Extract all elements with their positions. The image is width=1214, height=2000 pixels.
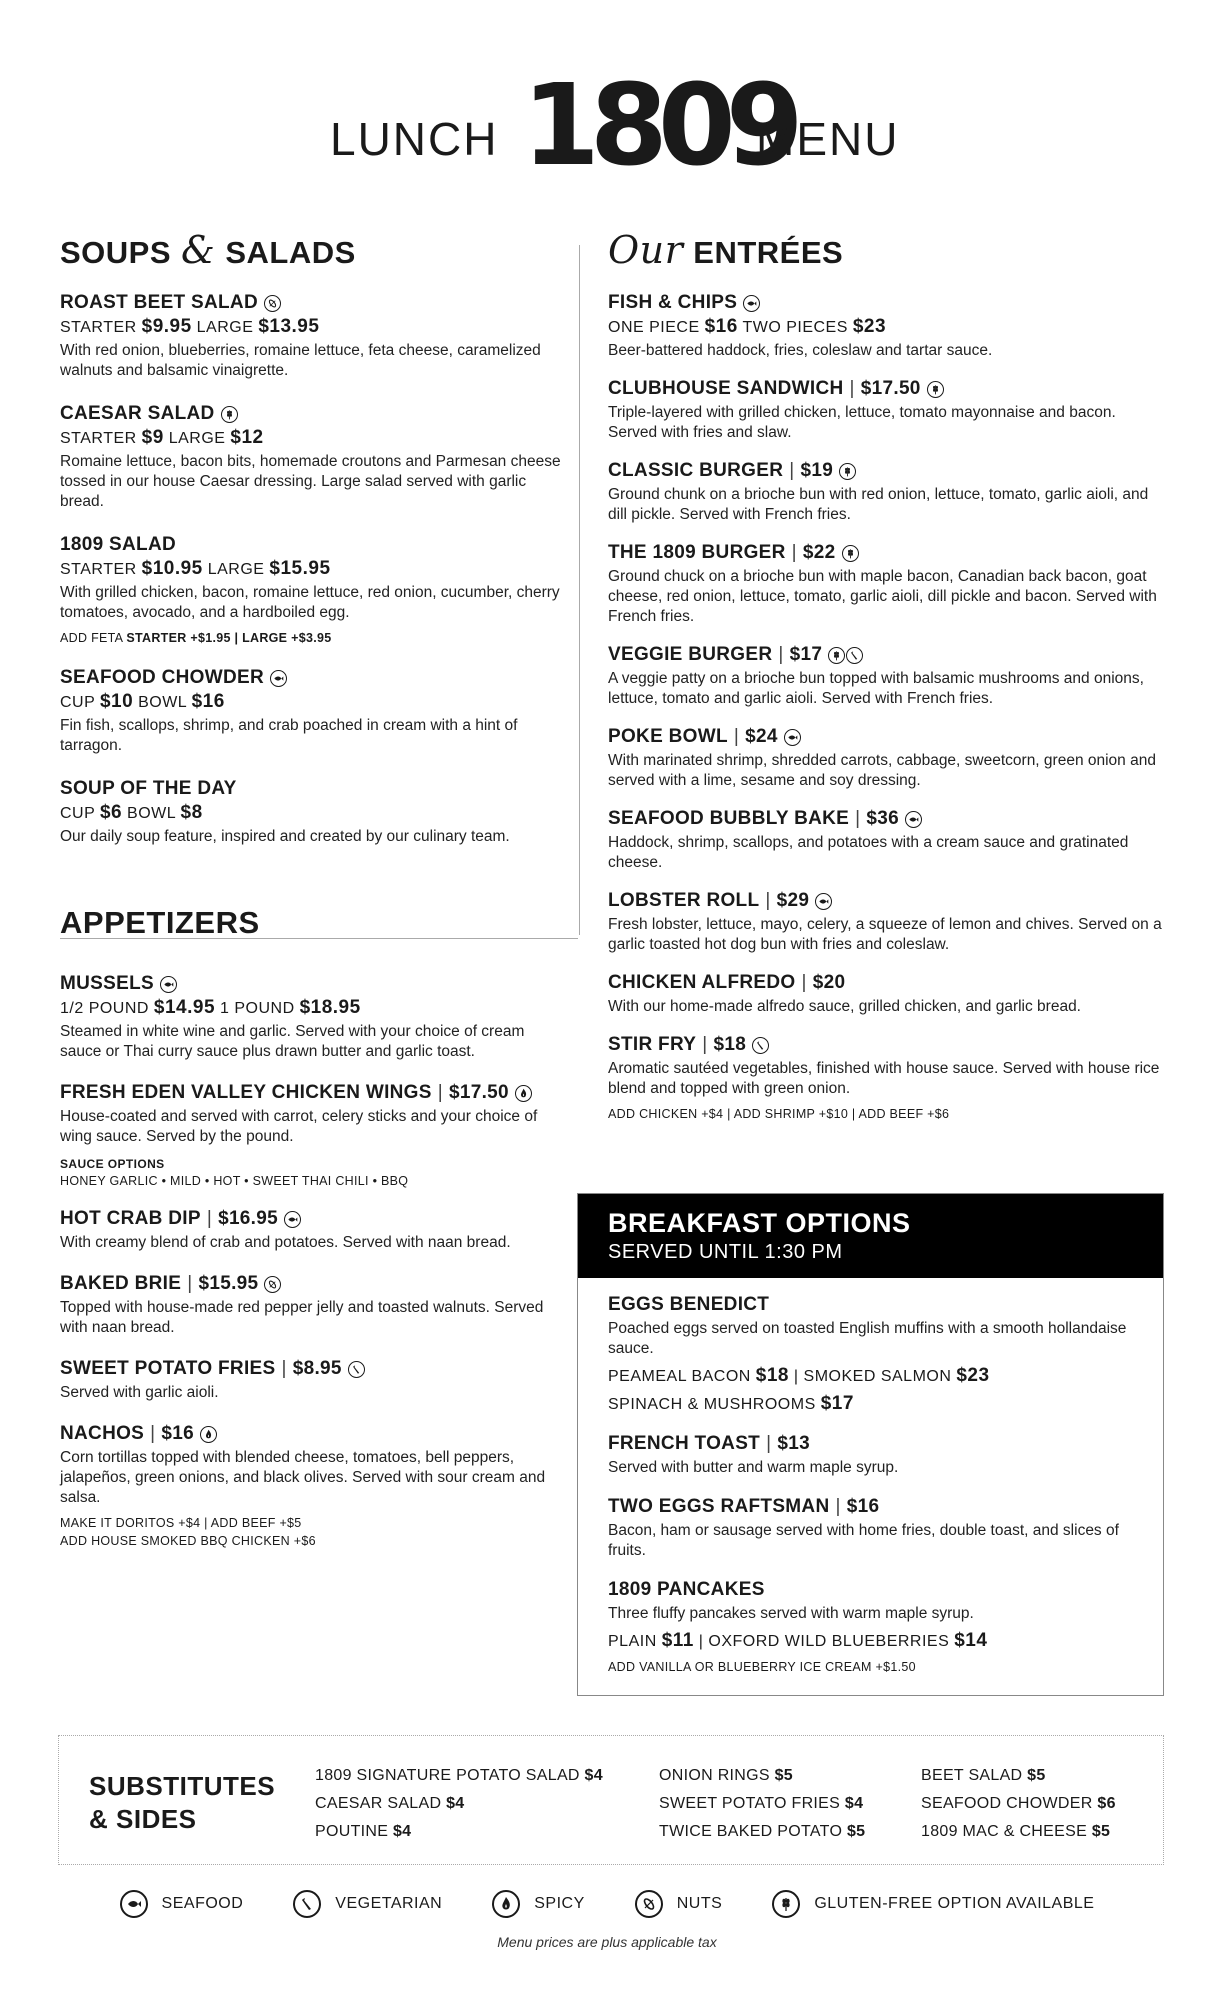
gluten-free-icon	[221, 406, 238, 423]
item-price-line	[60, 997, 570, 1019]
menu-item	[608, 1294, 1133, 1415]
item-description: With red onion, blueberries, romaine lettuce, feta cheese, caramelized walnuts and balsamic vinaigrette.	[60, 342, 541, 379]
menu-item	[60, 1423, 570, 1548]
item-description: Our daily soup feature, inspired and created by our culinary team.	[60, 828, 510, 845]
legend-item	[293, 1890, 442, 1918]
soups-title-word: SOUPS	[60, 235, 172, 270]
item-name	[60, 403, 570, 425]
price-value: $11	[661, 1630, 694, 1651]
item-price-line	[60, 558, 570, 580]
item-description: Three fluffy pancakes served with warm maple syrup.	[608, 1605, 974, 1622]
item-price: $20	[812, 972, 846, 993]
side-price: $4	[446, 1795, 465, 1812]
menu-item	[60, 1358, 570, 1403]
sauce-options: HONEY GARLIC • MILD • HOT • SWEET THAI CHILI • BBQ	[60, 1174, 409, 1188]
item-description: Ground chunk on a brioche bun with red onion, lettuce, tomato, garlic aioli, and dill pickle. Served with French fries.	[608, 486, 1149, 523]
price-separator: |	[801, 972, 807, 993]
legend-item	[772, 1890, 1094, 1918]
price-label: TWO PIECES	[737, 319, 853, 336]
item-description: Bacon, ham or sausage served with home fries, double toast, and slices of fruits.	[608, 1522, 1119, 1559]
side-name: 1809 SIGNATURE POTATO SALAD	[315, 1767, 585, 1784]
menu-item	[608, 542, 1168, 627]
legend-label: SEAFOOD	[161, 1895, 244, 1912]
price-value: $12	[230, 427, 264, 448]
side-name: CAESAR SALAD	[315, 1795, 447, 1812]
price-value: $14.95	[153, 997, 216, 1018]
menu-item	[608, 644, 1168, 709]
price-value: $9	[141, 427, 164, 448]
side-item	[921, 1762, 1116, 1790]
menu-item	[608, 1579, 1133, 1674]
item-name	[60, 778, 570, 800]
side-item	[921, 1818, 1116, 1846]
item-description: Served with butter and warm maple syrup.	[608, 1459, 899, 1476]
item-description: Beer-battered haddock, fries, coleslaw and tartar sauce.	[608, 342, 993, 359]
side-name: SWEET POTATO FRIES	[659, 1795, 845, 1812]
menu-item	[60, 973, 570, 1062]
entrees-title	[608, 228, 1168, 274]
item-title: EGGS BENEDICT	[608, 1294, 770, 1315]
item-description: Haddock, shrimp, scallops, and potatoes with a cream sauce and gratinated cheese.	[608, 834, 1129, 871]
gluten-free-icon	[839, 463, 856, 480]
menu-item	[60, 403, 570, 512]
salads-title-word: SALADS	[225, 235, 356, 270]
menu-item	[608, 1433, 1133, 1478]
gluten-free-icon	[927, 381, 944, 398]
vegetarian-icon	[293, 1890, 321, 1918]
side-item	[659, 1762, 865, 1790]
item-title: FRESH EDEN VALLEY CHICKEN WINGS	[60, 1082, 432, 1103]
side-item	[315, 1762, 603, 1790]
menu-item	[608, 292, 1168, 361]
item-name	[60, 973, 570, 995]
price-label: SPINACH & MUSHROOMS	[608, 1396, 821, 1413]
menu-item	[60, 1082, 570, 1188]
price-label: LARGE	[202, 561, 270, 578]
menu-item	[60, 778, 570, 847]
spicy-icon	[515, 1085, 532, 1102]
item-title: SEAFOOD BUBBLY BAKE	[608, 808, 850, 829]
spicy-icon	[492, 1890, 520, 1918]
gluten-free-icon	[842, 545, 859, 562]
gluten-free-icon	[828, 647, 845, 664]
menu-item	[608, 808, 1168, 873]
price-label: LARGE	[191, 319, 259, 336]
price-label: 1 POUND	[215, 1000, 300, 1017]
item-title: ROAST BEET SALAD	[60, 292, 258, 313]
item-name	[60, 1082, 570, 1104]
item-price: $15.95	[198, 1273, 259, 1294]
nuts-icon	[635, 1890, 663, 1918]
item-description: With grilled chicken, bacon, romaine lettuce, red onion, cucumber, cherry tomatoes, avocado, and a hardboiled egg.	[60, 584, 560, 621]
item-name	[608, 1034, 1168, 1056]
seafood-icon	[815, 893, 832, 910]
item-description: Topped with house-made red pepper jelly and toasted walnuts. Served with naan bread.	[60, 1299, 544, 1336]
seafood-icon	[743, 295, 760, 312]
item-price-line	[60, 316, 570, 338]
item-price: $22	[802, 542, 836, 563]
price-value: $14	[954, 1630, 988, 1651]
item-title: NACHOS	[60, 1423, 145, 1444]
item-price: $16.95	[218, 1208, 278, 1229]
column-divider	[579, 245, 580, 935]
item-title: BAKED BRIE	[60, 1273, 182, 1294]
seafood-icon	[905, 811, 922, 828]
menu-header	[0, 61, 1214, 191]
price-separator: |	[733, 726, 740, 747]
item-price: $16	[161, 1423, 194, 1444]
seafood-icon	[284, 1211, 301, 1228]
item-name	[608, 808, 1168, 830]
right-column	[608, 228, 1168, 1121]
legend-label: NUTS	[676, 1895, 723, 1912]
price-label: PEAMEAL BACON	[608, 1368, 756, 1385]
price-value: $6	[99, 802, 123, 823]
price-label: | SMOKED SALMON	[788, 1368, 957, 1385]
menu-item	[608, 972, 1168, 1017]
vegetarian-icon	[752, 1037, 769, 1054]
price-label: | OXFORD WILD BLUEBERRIES	[693, 1633, 955, 1650]
menu-item	[608, 378, 1168, 443]
item-title: CAESAR SALAD	[60, 403, 215, 424]
item-name	[608, 1579, 1133, 1601]
vegetarian-icon	[348, 1361, 365, 1378]
item-title: FRENCH TOAST	[608, 1433, 761, 1454]
side-price: $4	[392, 1823, 412, 1840]
price-separator: |	[766, 1433, 772, 1454]
menu-item	[60, 667, 570, 756]
item-description: Triple-layered with grilled chicken, lettuce, tomato mayonnaise and bacon. Served with fries and slaw.	[608, 404, 1116, 441]
item-description: Served with garlic aioli.	[60, 1384, 219, 1401]
menu-item	[608, 726, 1168, 791]
item-title: STIR FRY	[608, 1034, 697, 1055]
menu-item	[608, 890, 1168, 955]
gluten-free-icon	[772, 1890, 800, 1918]
addon-text: STARTER +$1.95 | LARGE +$3.95	[126, 631, 332, 645]
sides-column-1	[315, 1762, 603, 1846]
breakfast-subtitle: SERVED UNTIL 1:30 PM	[608, 1241, 843, 1263]
item-addon-note: ADD VANILLA OR BLUEBERRY ICE CREAM +$1.50	[608, 1660, 916, 1674]
item-name	[60, 1423, 570, 1445]
item-name	[608, 890, 1168, 912]
entrees-list	[608, 292, 1168, 1121]
item-description: With our home-made alfredo sauce, grilled chicken, and garlic bread.	[608, 998, 1081, 1015]
spicy-icon	[200, 1426, 217, 1443]
item-name	[608, 460, 1168, 482]
price-value: $23	[852, 316, 887, 337]
side-price: $6	[1097, 1795, 1116, 1812]
item-title: MUSSELS	[60, 973, 154, 994]
legend-item	[120, 1890, 244, 1918]
price-label: ONE PIECE	[608, 319, 705, 336]
item-description: Fin fish, scallops, shrimp, and crab poached in cream with a hint of tarragon.	[60, 717, 518, 754]
item-name	[608, 726, 1168, 748]
our-script: Our	[608, 228, 684, 272]
price-label: STARTER	[60, 561, 142, 578]
nuts-icon	[264, 295, 281, 312]
side-name: 1809 MAC & CHEESE	[921, 1823, 1092, 1840]
item-option-line	[608, 1365, 1133, 1387]
header-word-right: MENU	[756, 113, 900, 165]
price-separator: |	[789, 460, 795, 481]
icon-legend	[0, 1890, 1214, 1918]
price-label: STARTER	[60, 430, 142, 447]
breakfast-title: BREAKFAST OPTIONS	[608, 1208, 911, 1238]
price-separator: |	[791, 542, 797, 563]
price-separator: |	[206, 1208, 213, 1229]
price-separator: |	[437, 1082, 443, 1103]
seafood-icon	[160, 976, 177, 993]
breakfast-list	[578, 1278, 1163, 1674]
item-title: POKE BOWL	[608, 726, 728, 747]
item-price-line	[608, 316, 1168, 338]
entrees-title-word: ENTRÉES	[693, 235, 844, 270]
item-title: 1809 SALAD	[60, 534, 176, 555]
price-separator: |	[855, 808, 861, 829]
item-price: $8.95	[292, 1358, 342, 1379]
legend-label: SPICY	[534, 1895, 585, 1912]
side-item	[315, 1818, 603, 1846]
sides-title	[89, 1770, 275, 1836]
item-title: CHICKEN ALFREDO	[608, 972, 796, 993]
price-label: STARTER	[60, 319, 142, 336]
item-price-line	[60, 427, 570, 449]
sauce-options-label: SAUCE OPTIONS	[60, 1157, 165, 1171]
price-value: $9.95	[141, 316, 192, 337]
price-separator: |	[765, 890, 771, 911]
sides-column-3	[921, 1762, 1116, 1846]
side-item	[921, 1790, 1116, 1818]
item-title: SOUP OF THE DAY	[60, 778, 237, 799]
item-description: Steamed in white wine and garlic. Served with your choice of cream sauce or Thai curry sauce plus drawn butter and garlic toast.	[60, 1023, 525, 1060]
item-price: $16	[846, 1496, 880, 1517]
side-price: $5	[1027, 1767, 1046, 1784]
vegetarian-icon	[846, 647, 863, 664]
seafood-icon	[784, 729, 801, 746]
legend-label: VEGETARIAN	[335, 1895, 443, 1912]
item-title: CLASSIC BURGER	[608, 460, 784, 481]
item-price: $18	[713, 1034, 747, 1055]
price-separator: |	[187, 1273, 193, 1294]
menu-item	[60, 534, 570, 645]
side-price: $5	[1091, 1823, 1111, 1840]
side-price: $5	[846, 1823, 866, 1840]
item-price-line	[60, 691, 570, 713]
price-value: $8	[180, 802, 203, 823]
price-label: CUP	[60, 805, 100, 822]
item-title: LOBSTER ROLL	[608, 890, 760, 911]
price-value: $17	[820, 1393, 854, 1414]
item-title: THE 1809 BURGER	[608, 542, 786, 563]
price-separator: |	[778, 644, 784, 665]
sides-title-line-1: SUBSTITUTES	[89, 1771, 276, 1801]
item-price: $29	[776, 890, 810, 911]
price-value: $16	[191, 691, 225, 712]
item-option-line	[608, 1630, 1133, 1652]
legend-item	[492, 1890, 585, 1918]
side-item	[659, 1818, 865, 1846]
seafood-icon	[120, 1890, 148, 1918]
side-price: $5	[774, 1767, 794, 1784]
appetizers-title-word: APPETIZERS	[60, 905, 260, 940]
item-description: House-coated and served with carrot, celery sticks and your choice of wing sauce. Served by the pound.	[60, 1108, 538, 1145]
side-name: BEET SALAD	[921, 1767, 1028, 1784]
item-title: SEAFOOD CHOWDER	[60, 667, 264, 688]
item-price-line	[60, 802, 570, 824]
item-price: $13	[777, 1433, 810, 1454]
item-title: SWEET POTATO FRIES	[60, 1358, 276, 1379]
item-name	[60, 1208, 570, 1230]
item-title: FISH & CHIPS	[608, 292, 738, 313]
side-name: SEAFOOD CHOWDER	[921, 1795, 1098, 1812]
tax-note: Menu prices are plus applicable tax	[497, 1934, 717, 1950]
price-value: $13.95	[258, 316, 320, 337]
menu-item	[60, 1208, 570, 1253]
side-name: ONION RINGS	[659, 1767, 775, 1784]
item-description: Fresh lobster, lettuce, mayo, celery, a squeeze of lemon and chives. Served on a garlic toasted hot dog bun with fries and coleslaw.	[608, 916, 1162, 953]
legend-label: GLUTEN-FREE OPTION AVAILABLE	[814, 1895, 1095, 1912]
item-price: $17.50	[860, 378, 921, 399]
price-separator: |	[849, 378, 855, 399]
menu-item	[608, 460, 1168, 525]
item-description: With creamy blend of crab and potatoes. Served with naan bread.	[60, 1234, 511, 1251]
item-title: HOT CRAB DIP	[60, 1208, 201, 1229]
item-name	[60, 534, 570, 556]
soups-list	[60, 292, 570, 847]
side-price: $4	[844, 1795, 864, 1812]
item-description: Ground chuck on a brioche bun with maple bacon, Canadian back bacon, goat cheese, red onion, lettuce, tomato, garlic aioli, dill pickle and bacon. Served with French fries.	[608, 568, 1157, 625]
price-value: $18.95	[299, 997, 361, 1018]
item-title: 1809 PANCAKES	[608, 1579, 765, 1600]
price-separator: |	[150, 1423, 156, 1444]
substitutes-sides-box	[58, 1735, 1164, 1865]
legend-item	[635, 1890, 723, 1918]
item-name	[608, 292, 1168, 314]
seafood-icon	[270, 670, 287, 687]
price-value: $18	[755, 1365, 789, 1386]
nuts-icon	[264, 1276, 281, 1293]
price-value: $10.95	[141, 558, 203, 579]
left-column	[60, 228, 570, 1548]
item-description: Poached eggs served on toasted English muffins with a smooth hollandaise sauce.	[608, 1320, 1127, 1357]
price-label: LARGE	[163, 430, 231, 447]
header-word-left: LUNCH	[330, 113, 499, 165]
item-addon-note: MAKE IT DORITOS +$4 | ADD BEEF +$5	[60, 1516, 302, 1530]
logo-1809: 1809	[522, 61, 794, 191]
price-separator: |	[835, 1496, 841, 1517]
item-addon-note: ADD HOUSE SMOKED BBQ CHICKEN +$6	[60, 1534, 316, 1548]
sides-title-line-2: & SIDES	[89, 1804, 197, 1834]
appetizers-title	[60, 905, 570, 951]
price-label: BOWL	[133, 694, 192, 711]
appetizers-list	[60, 973, 570, 1548]
menu-item	[60, 292, 570, 381]
breakfast-box	[577, 1193, 1164, 1696]
side-item	[659, 1790, 865, 1818]
item-name	[60, 1273, 570, 1295]
price-separator: |	[702, 1034, 708, 1055]
item-option-line	[608, 1393, 1133, 1415]
side-price: $4	[584, 1767, 603, 1784]
item-name	[608, 972, 1168, 994]
price-label: BOWL	[122, 805, 181, 822]
item-price: $36	[866, 808, 899, 829]
item-name	[608, 1433, 1133, 1455]
item-addon-note	[60, 631, 570, 645]
item-price: $24	[745, 726, 778, 747]
menu-item	[60, 1273, 570, 1338]
item-addon-note: ADD CHICKEN +$4 | ADD SHRIMP +$10 | ADD BEEF +$6	[608, 1107, 950, 1121]
price-label: PLAIN	[608, 1633, 662, 1650]
item-description: Romaine lettuce, bacon bits, homemade croutons and Parmesan cheese tossed in our house Caesar dressing. Large salad served with garlic bread.	[60, 453, 561, 510]
side-item	[315, 1790, 603, 1818]
item-name	[60, 1358, 570, 1380]
side-name: POUTINE	[315, 1823, 393, 1840]
price-separator: |	[281, 1358, 287, 1379]
item-name	[60, 667, 570, 689]
item-title: CLUBHOUSE SANDWICH	[608, 378, 844, 399]
item-title: VEGGIE BURGER	[608, 644, 773, 665]
price-value: $10	[99, 691, 134, 712]
addon-text: ADD FETA	[60, 631, 127, 645]
item-name	[608, 1294, 1133, 1316]
sides-column-2	[659, 1762, 865, 1846]
item-description: Corn tortillas topped with blended cheese, tomatoes, bell peppers, jalapeños, green onions, and black olives. Served with sour cream and salsa.	[60, 1449, 546, 1506]
item-price: $19	[800, 460, 834, 481]
price-label: CUP	[60, 694, 100, 711]
menu-item	[608, 1496, 1133, 1561]
item-name	[60, 292, 570, 314]
price-label: 1/2 POUND	[60, 1000, 154, 1017]
soups-salads-title	[60, 228, 570, 274]
item-price: $17	[789, 644, 823, 665]
price-value: $16	[704, 316, 738, 337]
price-value: $15.95	[269, 558, 331, 579]
item-name	[608, 1496, 1133, 1518]
item-name	[608, 378, 1168, 400]
breakfast-header	[578, 1194, 1163, 1278]
item-description: Aromatic sautéed vegetables, finished with house sauce. Served with house rice blend and topped with green onion.	[608, 1060, 1160, 1097]
item-description: A veggie patty on a brioche bun topped with balsamic mushrooms and onions, lettuce, tomato and garlic aioli. Served with French fries.	[608, 670, 1144, 707]
price-value: $23	[956, 1365, 990, 1386]
item-price: $17.50	[449, 1082, 509, 1103]
item-description: With marinated shrimp, shredded carrots, cabbage, sweetcorn, green onion and served with a lime, sesame and soy dressing.	[608, 752, 1156, 789]
item-name	[608, 644, 1168, 666]
item-title: TWO EGGS RAFTSMAN	[608, 1496, 830, 1517]
menu-item	[608, 1034, 1168, 1121]
side-name: TWICE BAKED POTATO	[659, 1823, 847, 1840]
ampersand-script: &	[181, 228, 216, 272]
item-name	[608, 542, 1168, 564]
